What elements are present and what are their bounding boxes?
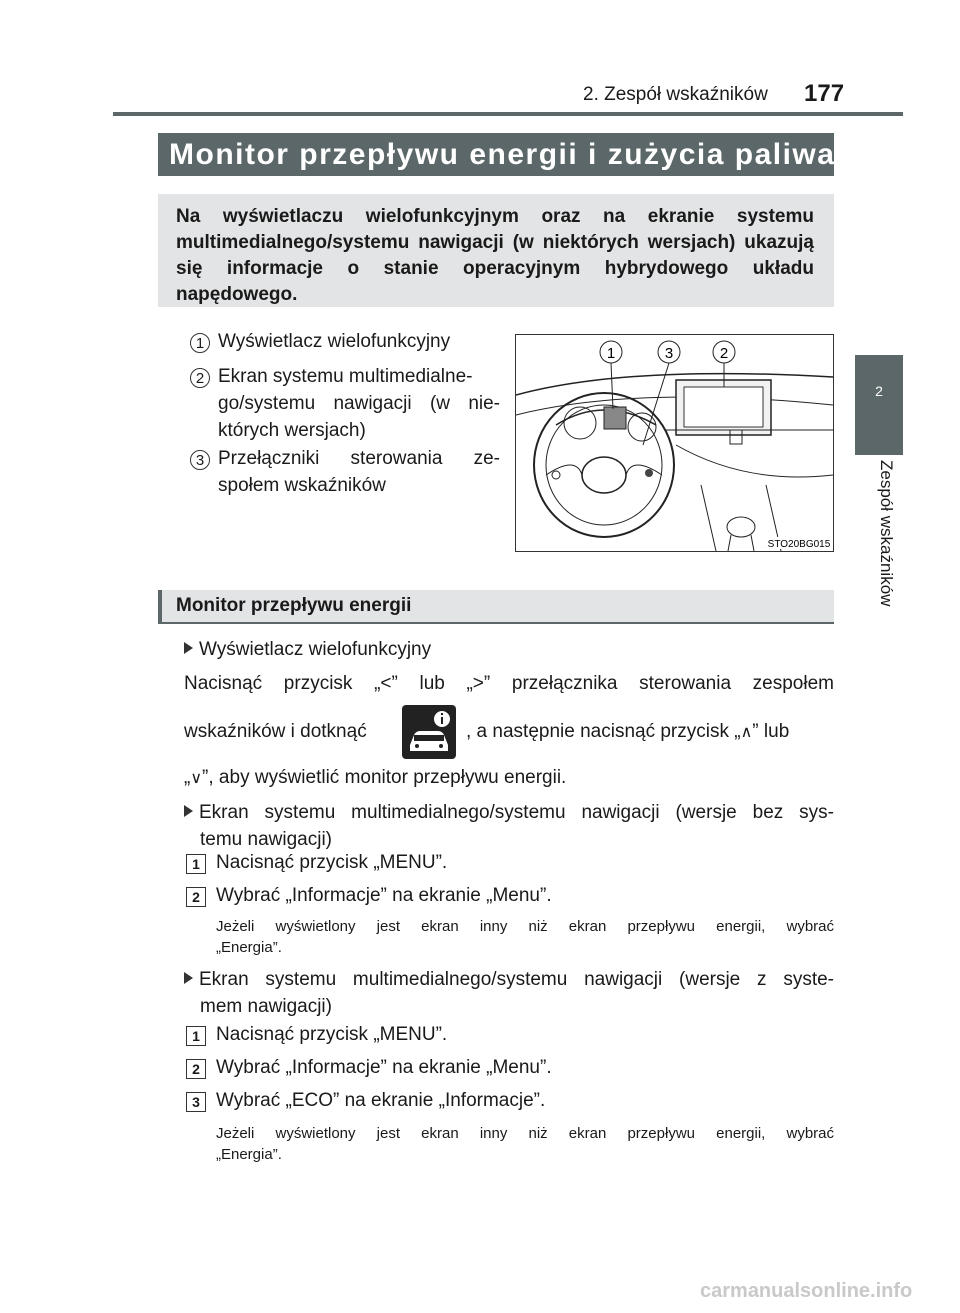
triangle-bullet-icon [184,972,193,984]
callout-number-1: 1 [190,333,210,353]
bullet-1-para-line-2b-text: , a następnie nacisnąć przycisk „ [466,721,741,742]
bullet-2-heading-line-2: temu nawigacji) [200,829,332,850]
callout-3-line-1: Przełączniki sterowania ze- [218,448,500,469]
subsection-title: Monitor przepływu energii [158,590,834,624]
chevron-up-icon: ∧ [740,724,753,741]
figure-label-2: 2 [719,345,729,362]
triangle-bullet-icon [184,805,193,817]
bullet-1-para-line-2a: wskaźników i dotknąć [184,721,367,742]
car-info-icon [402,705,456,759]
bullet-2-heading-line-1 [184,799,834,826]
callout-1-text: Wyświetlacz wielofunkcyjny [218,331,451,352]
header-rule [113,112,903,116]
step-text: Wybrać „ECO” na ekranie „Informacje”. [216,1090,546,1111]
page-number: 177 [804,80,845,107]
bullet-1-para-line-2b-end: ” lub [752,721,790,742]
bullet-2-heading-text: Ekran systemu multimedialnego/systemu nawigacji (wersje bez sys- [199,802,834,823]
side-tab-chapter [855,355,903,455]
step-number-box: 1 [186,1026,206,1046]
callout-2-line-2: go/systemu nawigacji (w nie- [218,393,500,414]
bullet-1-heading-text: Wyświetlacz wielofunkcyjny [199,639,432,660]
bullet-1-heading [184,636,431,663]
bullet-1-para-line-2b [466,718,789,746]
note-line-2: „Energia”. [216,939,282,956]
note-line-2: „Energia”. [216,1146,282,1163]
callout-3-line-2: społem wskaźników [218,475,386,496]
bullet-1-para-line-1: Nacisnąć przycisk „<” lub „>” przełącznika sterowania zespołem [184,673,834,694]
callout-2-line-3: których wersjach) [218,420,366,441]
step-number-box: 2 [186,1059,206,1079]
callout-2-line-1: Ekran systemu multimedialne- [218,366,473,387]
bullet-3-heading-line-1 [184,966,834,993]
callout-number-3: 3 [190,450,210,470]
figure-label-1: 1 [606,345,616,362]
watermark: carmanualsonline.info [700,1280,913,1302]
note-line-1: Jeżeli wyświetlony jest ekran inny niż ekran przepływu energii, wybrać [216,918,834,935]
note-line-1: Jeżeli wyświetlony jest ekran inny niż ekran przepływu energii, wybrać [216,1125,834,1142]
bullet-1-para-line-3-start: „ [184,767,191,788]
step-text: Wybrać „Informacje” na ekranie „Menu”. [216,1057,552,1078]
intro-box: Na wyświetlaczu wielofunkcyjnym oraz na ekranie systemu multimedialnego/systemu nawigacji (w niektórych wersjach) ukazują się informacje o stanie operacyjnym hybrydowego układu napędowego. [158,194,834,307]
running-header-section: 2. Zespół wskaźników [583,84,768,105]
triangle-bullet-icon [184,642,193,654]
step-text: Nacisnąć przycisk „MENU”. [216,1024,448,1045]
side-tab-label: Zespół wskaźników [877,460,896,607]
dashboard-illustration-icon [516,335,833,551]
step-number-box: 1 [186,854,206,874]
callout-number-2: 2 [190,368,210,388]
chevron-down-icon: ∨ [190,770,203,787]
bullet-3-heading-text: Ekran systemu multimedialnego/systemu nawigacji (wersje z syste- [199,969,834,990]
step-text: Wybrać „Informacje” na ekranie „Menu”. [216,885,552,906]
step-number-box: 3 [186,1092,206,1112]
side-tab-number: 2 [875,383,883,399]
bullet-1-para-line-3 [184,764,566,792]
step-text: Nacisnąć przycisk „MENU”. [216,852,448,873]
step-number-box: 2 [186,887,206,907]
bullet-1-para-line-3-text: ”, aby wyświetlić monitor przepływu energii. [202,767,567,788]
bullet-3-heading-line-2: mem nawigacji) [200,996,332,1017]
figure-code: STO20BG015 [767,539,831,550]
figure-label-3: 3 [664,345,674,362]
page-title: Monitor przepływu energii i zużycia paliwa [158,133,834,176]
dashboard-figure [515,334,834,552]
